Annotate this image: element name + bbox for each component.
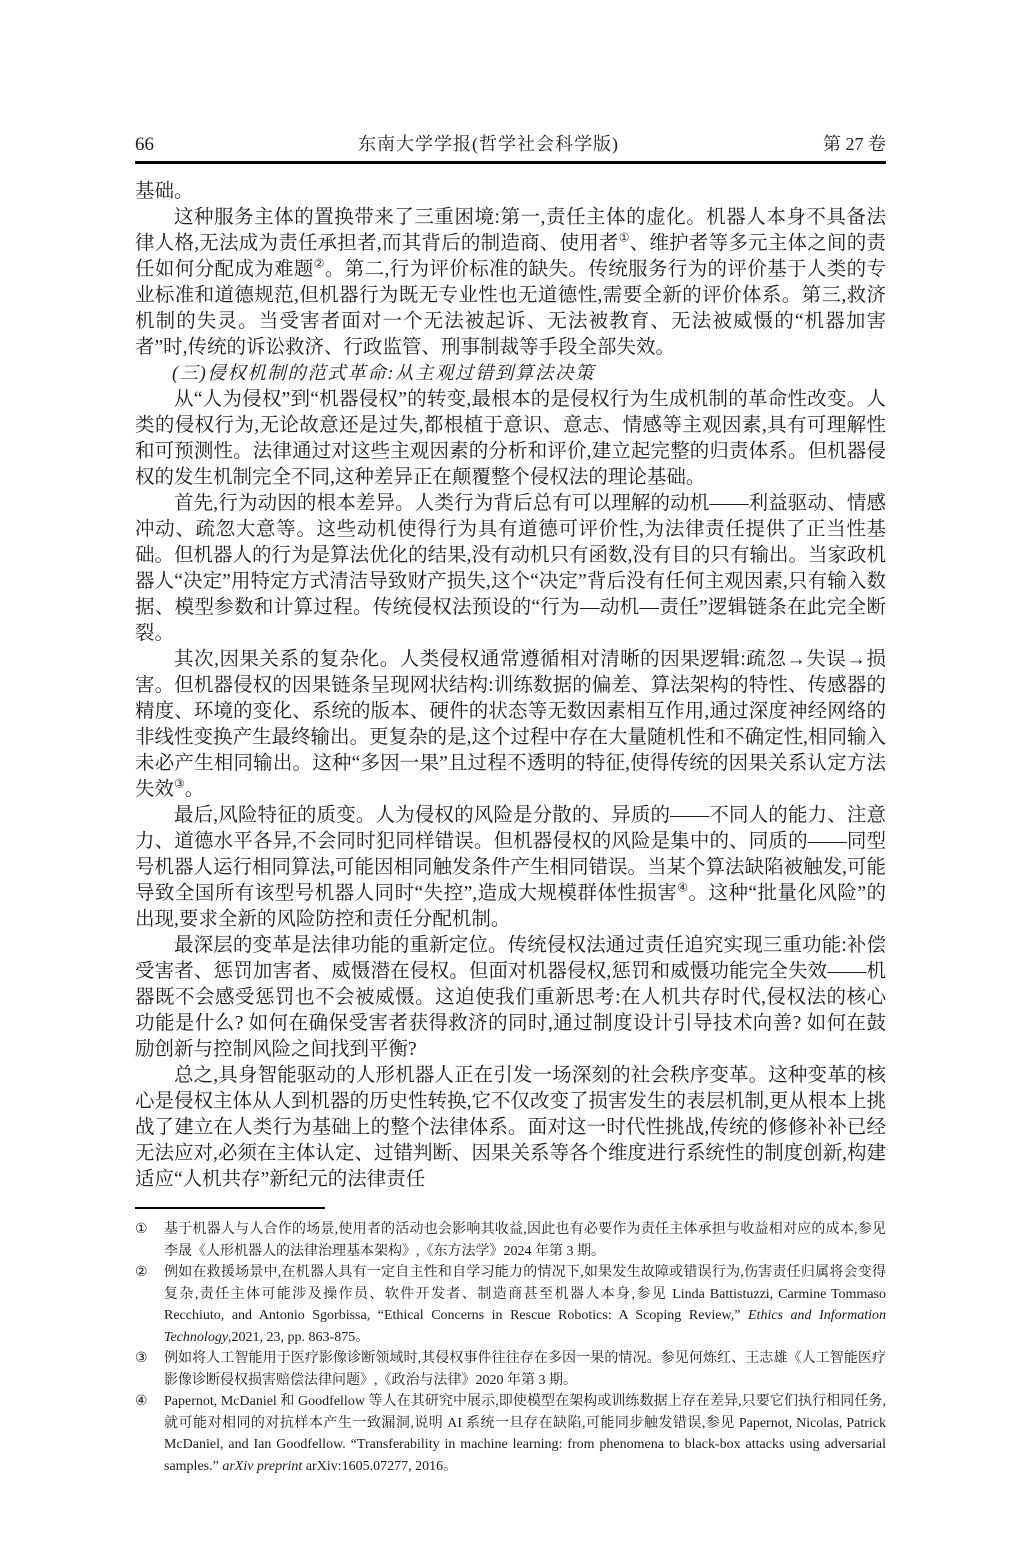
- paragraph: 其次,因果关系的复杂化。人类侵权通常遵循相对清晰的因果逻辑:疏忽→失误→损害。但机器侵权的因果链条呈现网状结构:训练数据的偏差、算法架构的特性、传感器的精度、环境的变化、系统的版本、硬件的状态等无数因素相互作用,通过深度神经网络的非线性变换产生最终输出。更复杂的是,这个过程中存在大量随机性和不确定性,相同输入未必产生相同输出。这种“多因一果”且过程不透明的特征,使得传统的因果关系认定方法失效③。: [135, 649, 886, 800]
- footnotes: [135, 1219, 886, 1477]
- footnote-text: 基于机器人与人合作的场景,使用者的活动也会影响其收益,因此也有必要作为责任主体承担与收益相对应的成本,参见李晟《人形机器人的法律治理基本架构》,《东方法学》2024 年第 3 期。: [164, 1222, 886, 1259]
- footnote-text: Papernot, McDaniel 和 Goodfellow 等人在其研究中展示,即使模型在架构或训练数据上存在差异,只要它们执行相同任务,就可能对相同的对抗样本产生一致漏洞,说明 AI 系统一旦存在缺陷,可能同步触发错误,参见 Papernot, Nicolas, Patrick McDaniel, and Ian Goodfellow. “Transferability in machine learning: from phenomena to black-box attacks using adversarial samples.” arXiv preprint arXiv:1605.07277, 2016。: [164, 1394, 886, 1474]
- footnote-separator: [135, 1207, 325, 1209]
- footnote-item: [135, 1391, 886, 1477]
- journal-title: 东南大学学报(哲学社会科学版): [358, 134, 619, 154]
- page-number: 66: [135, 134, 154, 155]
- section-heading: (三)侵权机制的范式革命:从主观过错到算法决策: [172, 364, 595, 384]
- footnote-text: 例如将人工智能用于医疗影像诊断领域时,其侵权事件往往存在多因一果的情况。参见何炼红、王志雄《人工智能医疗影像诊断侵权损害赔偿法律问题》,《政治与法律》2020 年第 3 期。: [164, 1351, 886, 1388]
- footnote-text: 例如在救援场景中,在机器人具有一定自主性和自学习能力的情况下,如果发生故障或错误行为,伤害责任归属将会变得复杂,责任主体可能涉及操作员、软件开发者、制造商甚至机器人本身,参见 Linda Battistuzzi, Carmine Tommaso Recchiuto, and Antonio Sgorbissa, “Ethical Concerns in Rescue Robotics: A Scoping Review,” Ethics and Information Technology,2021, 23, pp. 863-875。: [164, 1265, 886, 1345]
- paragraph: 最后,风险特征的质变。人为侵权的风险是分散的、异质的——不同人的能力、注意力、道德水平各异,不会同时犯同样错误。但机器侵权的风险是集中的、同质的——同型号机器人运行相同算法,可能因相同触发条件产生相同错误。当某个算法缺陷被触发,可能导致全国所有该型号机器人同时“失控”,造成大规模群体性损害④。这种“批量化风险”的出现,要求全新的风险防控和责任分配机制。: [135, 805, 887, 930]
- paragraph: 总之,具身智能驱动的人形机器人正在引发一场深刻的社会秩序变革。这种变革的核心是侵权主体从人到机器的历史性转换,它不仅改变了损害发生的表层机制,更从根本上挑战了建立在人类行为基础上的整个法律体系。面对这一时代性挑战,传统的修修补补已经无法应对,必须在主体认定、过错判断、因果关系等各个维度进行系统性的制度创新,构建适应“人机共存”新纪元的法律责任: [135, 1065, 886, 1190]
- footnote-item: [135, 1348, 886, 1391]
- paragraph: 这种服务主体的置换带来了三重困境:第一,责任主体的虚化。机器人本身不具备法律人格,无法成为责任承担者,而其背后的制造商、使用者①、维护者等多元主体之间的责任如何分配成为难题②。第二,行为评价标准的缺失。传统服务行为的评价基于人类的专业标准和道德规范,但机器行为既无专业性也无道德性,需要全新的评价体系。第三,救济机制的失灵。当受害者面对一个无法被起诉、无法被教育、无法被威慑的“机器加害者”时,传统的诉讼救济、行政监管、刑事制裁等手段全部失效。: [135, 207, 886, 358]
- header-rule: [135, 161, 886, 164]
- volume-label: 第 27 卷: [823, 134, 886, 154]
- footnote-item: [135, 1219, 886, 1262]
- footnote-marker: ②: [135, 1265, 148, 1280]
- footnote-item: [135, 1262, 886, 1348]
- paragraph-continuation: 基础。: [135, 181, 194, 202]
- footnote-marker: ①: [135, 1222, 148, 1237]
- footnote-marker: ③: [135, 1351, 148, 1366]
- journal-page: [0, 133, 1020, 1564]
- paragraph: 首先,行为动因的根本差异。人类行为背后总有可以理解的动机——利益驱动、情感冲动、疏忽大意等。这些动机使得行为具有道德可评价性,为法律责任提供了正当性基础。但机器人的行为是算法优化的结果,没有动机只有函数,没有目的只有输出。当家政机器人“决定”用特定方式清洁导致财产损失,这个“决定”背后没有任何主观因素,只有输入数据、模型参数和计算过程。传统侵权法预设的“行为—动机—责任”逻辑链条在此完全断裂。: [135, 493, 886, 644]
- running-head: [135, 133, 886, 156]
- paragraph: 最深层的变革是法律功能的重新定位。传统侵权法通过责任追究实现三重功能:补偿受害者、惩罚加害者、威慑潜在侵权。但面对机器侵权,惩罚和威慑功能完全失效——机器既不会感受惩罚也不会被威慑。这迫使我们重新思考:在人机共存时代,侵权法的核心功能是什么? 如何在确保受害者获得救济的同时,通过制度设计引导技术向善? 如何在鼓励创新与控制风险之间找到平衡?: [135, 935, 886, 1060]
- paragraph: 从“人为侵权”到“机器侵权”的转变,最根本的是侵权行为生成机制的革命性改变。人类的侵权行为,无论故意还是过失,都根植于意识、意志、情感等主观因素,具有可理解性和可预测性。法律通过对这些主观因素的分析和评价,建立起完整的归责体系。但机器侵权的发生机制完全不同,这种差异正在颠覆整个侵权法的理论基础。: [135, 389, 886, 488]
- article-body: [135, 179, 886, 1193]
- footnote-marker: ④: [135, 1394, 148, 1409]
